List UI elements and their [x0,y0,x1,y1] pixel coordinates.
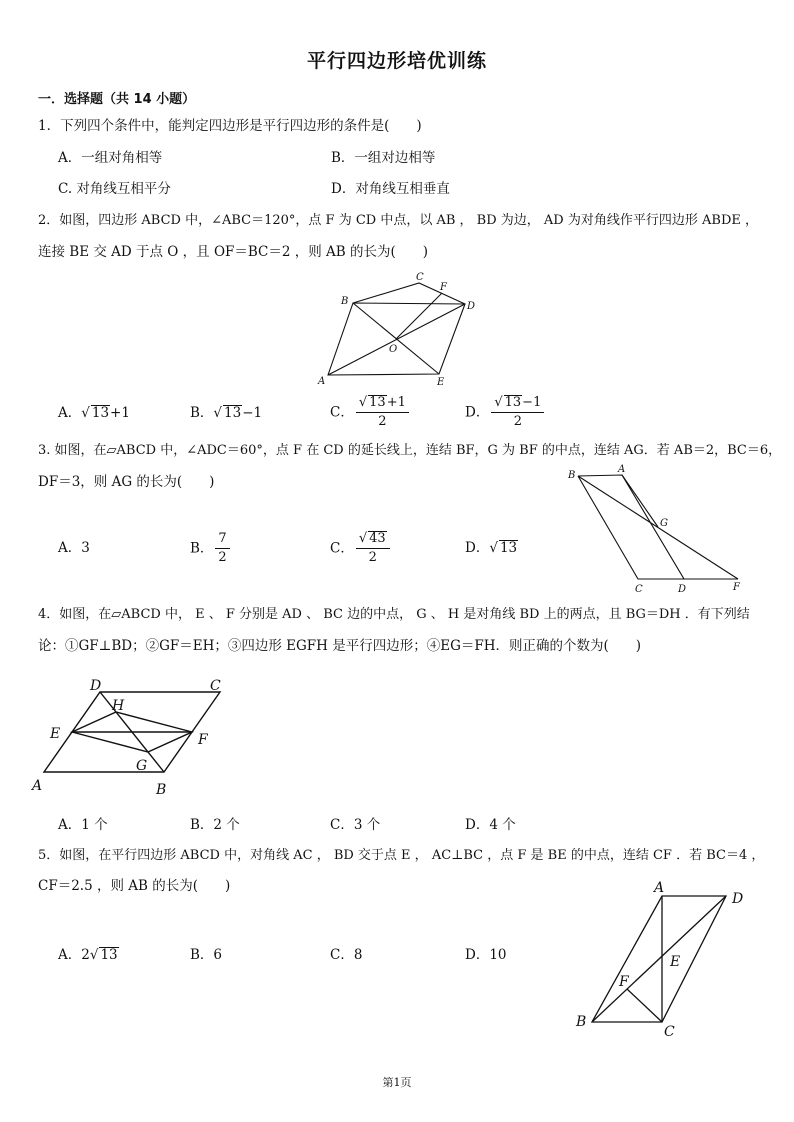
q5-label-f: F [619,974,629,990]
page-title: 平行四边形培优训练 [306,50,487,72]
q4-option-b: B．2 个 [190,817,240,833]
q3-segment-ag [622,475,658,527]
q5-diagonal-bd [592,896,726,1022]
q4-label-g: G [136,758,148,774]
q5-label-c: C [664,1024,675,1040]
q2-option-b: B．√ 13−1 [190,405,263,421]
q4-label-f: F [198,732,208,748]
q4-label-c: C [210,678,221,694]
q4-label-a: A [32,778,43,794]
q3-option-b: B． $\frac{7}{2}$ [190,530,232,567]
q2-label-a: A [318,376,326,387]
q5-segment-cf [627,989,662,1022]
q5-stem-line2: CF＝2.5 ，则 AB 的长为( ) [38,878,231,894]
q1-option-a: A．一组对角相等 [58,150,163,166]
q5-figure [566,878,762,1042]
q5-option-d: D．10 [465,947,507,963]
q4-option-c: C．3 个 [330,817,381,833]
q5-option-a: A．2√ 13 [58,947,118,963]
q4-label-e: E [50,726,61,742]
q2-option-c: C． $\frac{√ 13+1}{2}$ [330,394,411,431]
page-footer: 第1页 [382,1076,412,1089]
q4-label-b: B [156,782,167,798]
q3-option-a: A．3 [58,540,90,556]
q3-parallelogram-abcd [578,475,684,579]
q3-label-g: G [660,518,668,529]
q3-label-b: B [568,470,576,481]
q2-stem-line2: 连接 BE 交 AD 于点 O ，且 OF＝BC＝2 ，则 AB 的长为( ) [38,244,429,260]
q1-option-b: B．一组对边相等 [331,150,436,166]
q3-option-c: C． $\frac{√ 43}{2}$ [330,530,392,567]
section-heading: 一．选择题（共 14 小题） [38,92,196,107]
q2-label-d: D [467,301,476,312]
q3-figure [560,462,750,596]
q2-option-a: A．√ 13+1 [58,405,130,421]
q3-label-f: F [733,582,740,593]
q2-sides-bc-cd [353,283,465,304]
q2-label-c: C [416,272,424,283]
q3-option-d: D．√ 13 [465,540,518,556]
q5-label-e: E [670,954,681,970]
q2-label-e: E [437,377,445,388]
q4-stem-line2: 论：①GF⊥BD；②GF＝EH；③四边形 EGFH 是平行四边形；④EG＝FH．则正确的个数为( ) [38,638,642,654]
q4-label-h: H [112,698,125,714]
q5-option-b: B．6 [190,947,223,963]
q2-stem-line1: 2．如图，四边形 ABCD 中，∠ABC＝120°，点 F 为 CD 中点，以 AB ， BD 为边， AD 为对角线作平行四边形 ABDE ， [38,213,758,228]
q3-stem-line1: 3. 如图，在▱ABCD 中，∠ADC＝60°，点 F 在 CD 的延长线上，连结 BF，G 为 BF 的中点，连结 AG．若 AB＝2，BC＝6， [38,443,782,458]
q1-option-d: D．对角线互相垂直 [331,181,450,197]
q5-label-a: A [654,880,665,896]
q2-label-o: O [389,344,398,355]
q3-label-d: D [678,584,687,595]
q4-option-d: D．4 个 [465,817,516,833]
q4-option-a: A．1 个 [58,817,108,833]
q3-label-c: C [635,584,643,595]
q2-label-b: B [341,296,349,307]
q5-label-d: D [732,891,744,907]
q2-option-d: D． $\frac{√ 13-1}{2}$ [465,394,546,431]
q5-stem-line1: 5．如图，在平行四边形 ABCD 中，对角线 AC ， BD 交于点 E ， AC⊥BC ，点 F 是 BE 的中点，连结 CF ．若 BC＝4 ， [38,848,765,863]
q4-figure [30,672,240,798]
q3-segment-bf [578,476,738,579]
q2-segment-of [396,293,442,339]
q4-label-d: D [90,678,102,694]
q5-option-c: C．8 [330,947,363,963]
q1-option-c: C. 对角线互相平分 [58,181,171,197]
q3-stem-line2: DF＝3，则 AG 的长为( ) [38,474,215,490]
q5-label-b: B [576,1014,587,1030]
q4-stem-line1: 4．如图，在▱ABCD 中， E 、 F 分别是 AD 、 BC 边的中点， G 、 H 是对角线 BD 上的两点，且 BG＝DH ．有下列结 [38,607,750,622]
q2-label-f: F [440,282,447,293]
q3-label-a: A [618,464,626,475]
q1-stem: 1．下列四个条件中，能判定四边形是平行四边形的条件是( ) [38,118,422,134]
q2-figure [315,270,485,388]
